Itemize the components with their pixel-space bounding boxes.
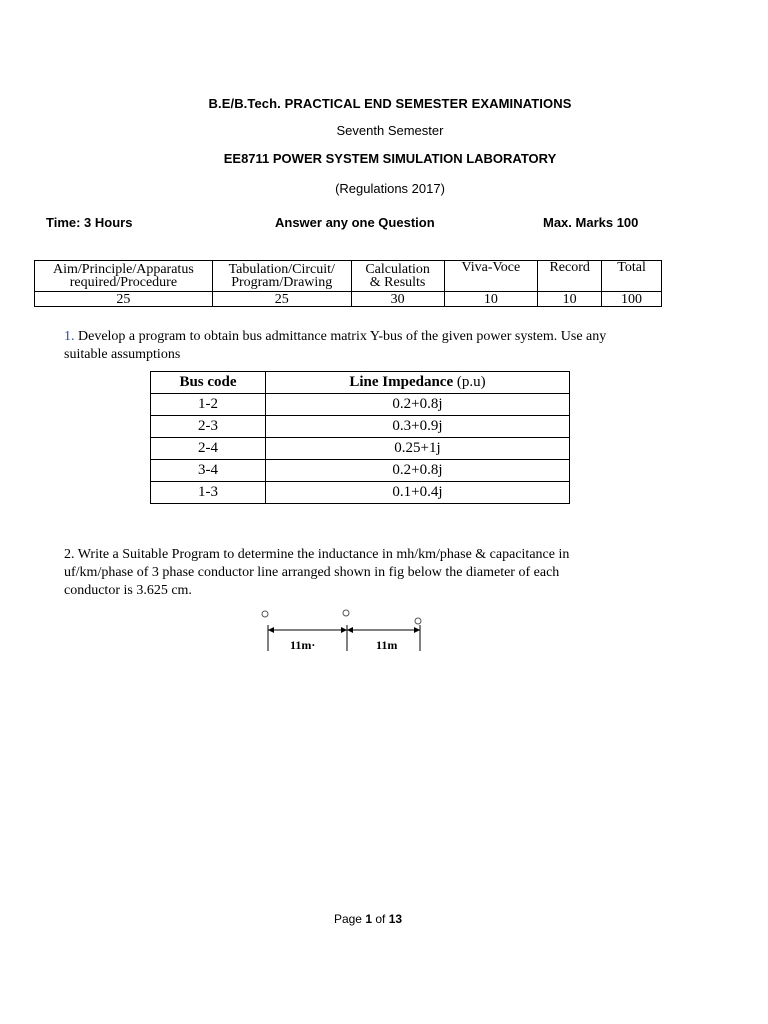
marks-header-cell: Total	[602, 261, 662, 292]
question-2-line-2: uf/km/phase of 3 phase conductor line arranged shown in fig below the diameter of each	[64, 565, 560, 580]
conductor-c-icon	[415, 618, 421, 624]
conductor-arrangement-figure	[250, 605, 450, 655]
marks-header-cell: Record	[538, 261, 602, 292]
exam-title: B.E/B.Tech. PRACTICAL END SEMESTER EXAMINATIONS	[208, 96, 572, 111]
marks-header-cell: Tabulation/Circuit/ Program/Drawing	[212, 261, 351, 292]
table-row	[151, 438, 570, 460]
conductor-a-icon	[262, 611, 268, 617]
question-2-line-3: conductor is 3.625 cm.	[64, 583, 192, 598]
semester-label: Seventh Semester	[336, 123, 444, 138]
marks-header-cell: Viva-Voce	[444, 261, 538, 292]
bus-code-header: Bus code	[151, 372, 266, 394]
impedance-cell: 0.1+0.4j	[266, 482, 570, 504]
spacing-label-right: 11m	[376, 638, 398, 652]
impedance-cell: 0.2+0.8j	[266, 394, 570, 416]
question-1	[64, 328, 704, 364]
marks-table-value-row	[35, 292, 662, 307]
table-row	[151, 460, 570, 482]
bus-impedance-table	[150, 371, 570, 504]
bus-code-cell: 1-3	[151, 482, 266, 504]
bus-code-cell: 3-4	[151, 460, 266, 482]
marks-distribution-table	[34, 260, 662, 307]
table-row	[151, 482, 570, 504]
impedance-cell: 0.3+0.9j	[266, 416, 570, 438]
question-2-line-1: 2. Write a Suitable Program to determine the inductance in mh/km/phase & capacitance in	[64, 547, 570, 562]
line-impedance-header: Line Impedance (p.u)	[266, 372, 570, 394]
marks-value-cell: 10	[444, 292, 538, 307]
table-row	[151, 416, 570, 438]
arrowhead-middle-left	[341, 627, 347, 633]
impedance-cell: 0.2+0.8j	[266, 460, 570, 482]
marks-value-cell: 30	[351, 292, 444, 307]
impedance-cell: 0.25+1j	[266, 438, 570, 460]
question-1-line-1: 1. Develop a program to obtain bus admittance matrix Y-bus of the given power system. Use any	[64, 329, 607, 344]
arrowhead-middle-right	[347, 627, 353, 633]
bus-code-cell: 1-2	[151, 394, 266, 416]
question-2	[64, 546, 714, 600]
spacing-label-left: 11m·	[290, 638, 316, 652]
marks-value-cell: 25	[35, 292, 213, 307]
arrowhead-left	[268, 627, 274, 633]
bus-code-cell: 2-4	[151, 438, 266, 460]
question-1-number: 1.	[64, 329, 75, 344]
marks-header-cell: Aim/Principle/Apparatus required/Procedure	[35, 261, 213, 292]
table-row	[151, 394, 570, 416]
bus-table-header-row	[151, 372, 570, 394]
course-title: EE8711 POWER SYSTEM SIMULATION LABORATORY	[223, 151, 557, 166]
max-marks: Max. Marks 100	[543, 215, 639, 230]
question-1-line-2: suitable assumptions	[64, 347, 181, 362]
marks-value-cell: 25	[212, 292, 351, 307]
bus-code-cell: 2-3	[151, 416, 266, 438]
marks-value-cell: 10	[538, 292, 602, 307]
arrowhead-right	[414, 627, 420, 633]
marks-value-cell: 100	[602, 292, 662, 307]
exam-instruction: Answer any one Question	[275, 215, 435, 230]
regulations-label: (Regulations 2017)	[335, 181, 445, 196]
marks-header-cell: Calculation & Results	[351, 261, 444, 292]
exam-duration: Time: 3 Hours	[46, 215, 133, 230]
marks-table-header-row	[35, 261, 662, 292]
conductor-b-icon	[343, 610, 349, 616]
page-number: Page 1 of 13	[333, 912, 403, 926]
